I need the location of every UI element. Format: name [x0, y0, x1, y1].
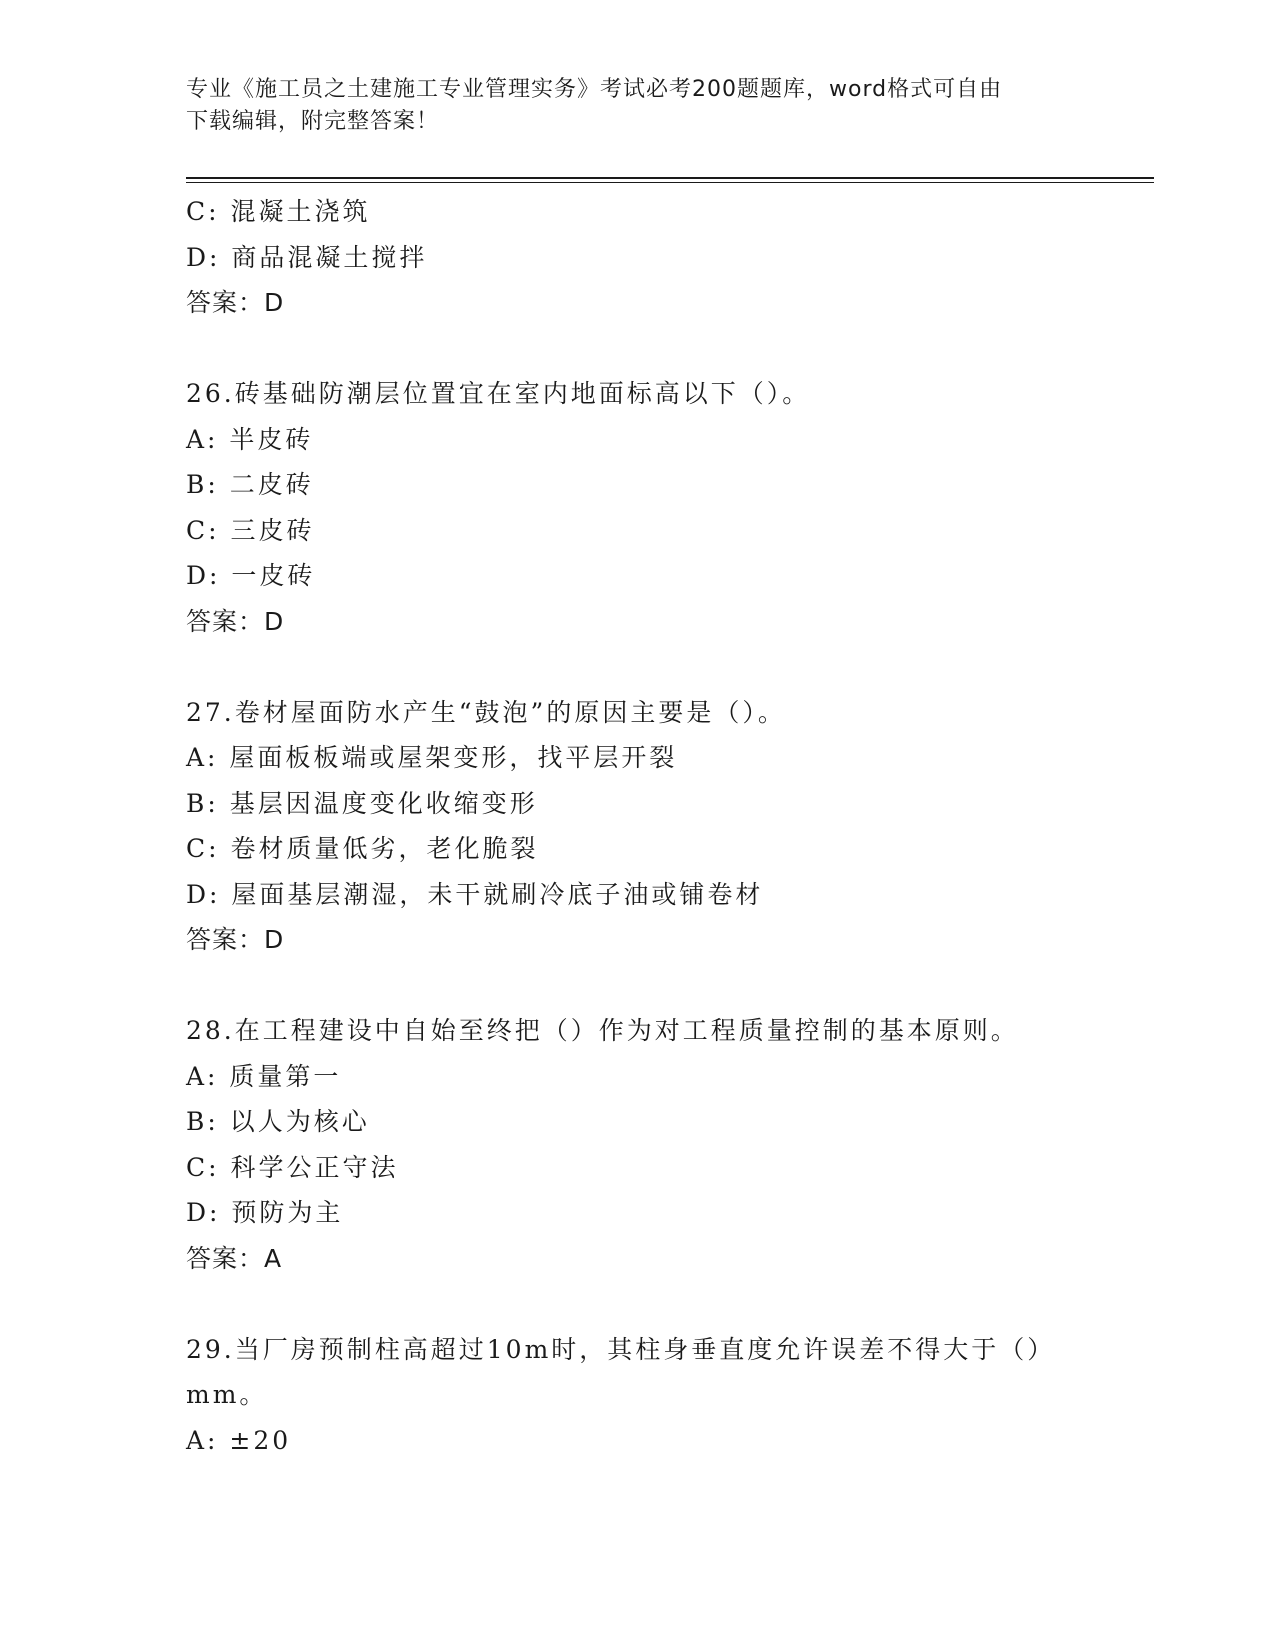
spacer	[186, 644, 1066, 690]
document-header	[186, 74, 1066, 138]
option-b: B: 二皮砖	[186, 470, 314, 499]
option-b: B: 以人为核心	[186, 1107, 370, 1136]
question-text-line-2: mm。	[186, 1380, 268, 1409]
question-text: 26.砖基础防潮层位置宜在室内地面标高以下（）。	[186, 379, 811, 408]
option-a: A: 半皮砖	[186, 424, 314, 454]
question-block-29	[186, 1327, 1066, 1464]
option-a: A: 质量第一	[186, 1061, 342, 1091]
question-block-27	[186, 690, 1066, 963]
header-divider-thin	[186, 182, 1154, 183]
option-b: B: 基层因温度变化收缩变形	[186, 788, 538, 818]
option-d: D: 预防为主	[186, 1198, 344, 1227]
answer-line: 答案：A	[186, 1243, 283, 1273]
answer-line: 答案：D	[186, 288, 285, 317]
answer-line: 答案：D	[186, 606, 285, 636]
question-block-25	[186, 189, 1066, 326]
option-a: A: 屋面板板端或屋架变形，找平层开裂	[186, 743, 678, 772]
option-c: C: 卷材质量低劣，老化脆裂	[186, 834, 539, 863]
option-c: C: 混凝土浇筑	[186, 197, 371, 226]
spacer	[186, 326, 1066, 372]
option-c: C: 三皮砖	[186, 515, 315, 545]
spacer	[186, 963, 1066, 1009]
header-line-2: 下载编辑，附完整答案！	[186, 109, 440, 134]
spacer	[186, 1281, 1066, 1327]
header-divider-thick	[186, 177, 1154, 179]
answer-line: 答案：D	[186, 925, 285, 954]
option-a: A: ±20	[186, 1425, 292, 1455]
header-line-1: 专业《施工员之土建施工专业管理实务》考试必考200题题库，word格式可自由	[186, 77, 1003, 102]
question-text: 28.在工程建设中自始至终把（）作为对工程质量控制的基本原则。	[186, 1016, 1019, 1045]
option-d: D: 屋面基层潮湿，未干就刷冷底子油或铺卷材	[186, 879, 764, 909]
option-d: D: 一皮砖	[186, 561, 316, 590]
question-text-line-1: 29.当厂房预制柱高超过10m时，其柱身垂直度允许误差不得大于（）	[186, 1334, 1056, 1364]
option-d: D: 商品混凝土搅拌	[186, 242, 428, 272]
question-list	[186, 189, 1066, 1463]
question-block-26	[186, 371, 1066, 644]
question-text: 27.卷材屋面防水产生“鼓泡”的原因主要是（）。	[186, 697, 786, 727]
question-block-28	[186, 1008, 1066, 1281]
option-c: C: 科学公正守法	[186, 1152, 399, 1182]
